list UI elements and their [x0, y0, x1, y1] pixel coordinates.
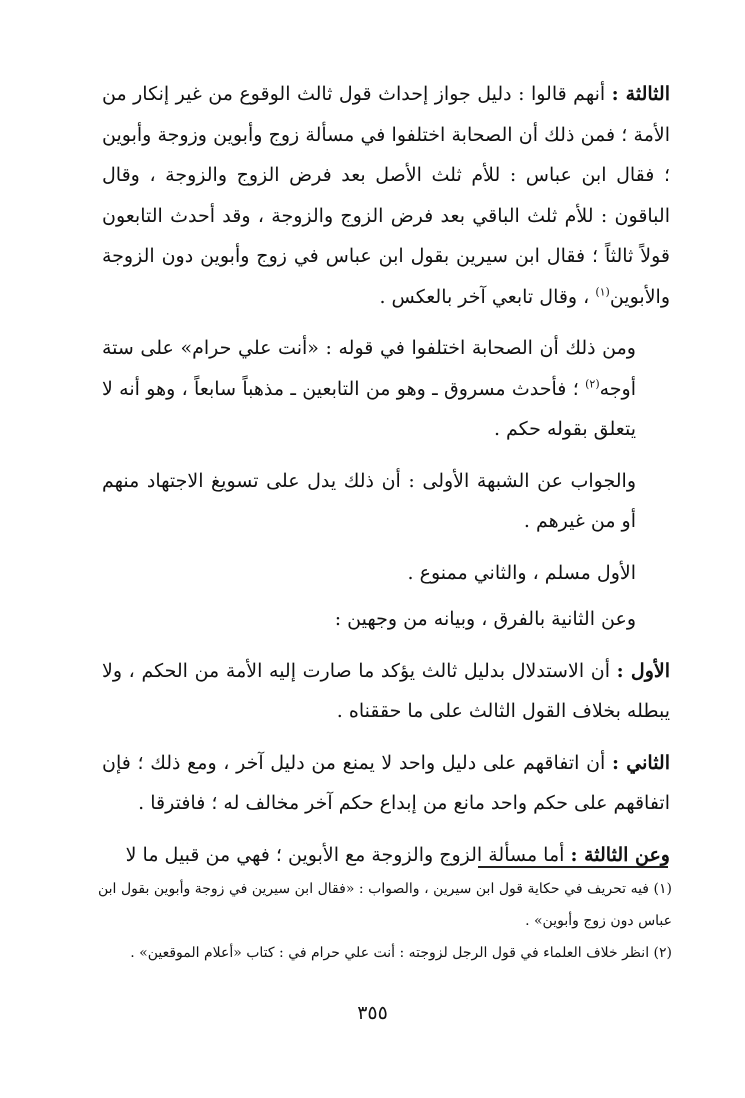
paragraph-heading: الثالثة : [611, 83, 670, 105]
paragraph-text: أنهم قالوا : دليل جواز إحداث قول ثالث الوقوع من غير إنكار من الأمة ؛ فمن ذلك أن الصحابة اختلفوا في مسألة زوج وأبوين وزوجة وأبوين ؛ فقال ابن عباس : للأم ثلث الأصل بعد فرض الزوج والزوجة ، وقال الباقون : للأم ثلث الباقي بعد فرض الزوج والزوجة ، وقد أحدث التابعون قولاً ثالثاً ؛ فقال ابن سيرين بقول ابن عباس في زوج وأبوين دون الزوجة والأبوين [102, 83, 670, 308]
paragraph-heading: الثاني : [612, 751, 670, 774]
paragraph-text: ؛ فأحدث مسروق ـ وهو من التابعين ـ مذهباً سابعاً ، وهو أنه لا يتعلق بقوله حكم . [102, 377, 636, 440]
paragraph-heading: وعن الثالثة : [570, 843, 670, 866]
paragraph-heading: الأول : [616, 659, 670, 682]
footnote-2: (٢) انظر خلاف العلماء في قول الرجل لزوجته : أنت علي حرام في : كتاب «أعلام الموقعين» . [130, 945, 672, 961]
footnotes [98, 873, 672, 969]
paragraph-companions-example [102, 328, 670, 450]
paragraph-answer-second [102, 599, 670, 640]
paragraph-text: الأول مسلم ، والثاني ممنوع . [407, 561, 636, 584]
footnote-ref-1[interactable]: (١) [595, 285, 610, 299]
paragraph-text: وعن الثانية بالفرق ، وبيانه من وجهين : [334, 608, 636, 630]
paragraph-text: أما مسألة الزوج والزوجة مع الأبوين ؛ فهي من قبيل ما لا [125, 843, 571, 866]
paragraph-first-accepted [102, 553, 670, 594]
paragraph-second-reason [102, 743, 670, 824]
footnote-divider [478, 866, 668, 868]
paragraph-text: أن الاستدلال بدليل ثالث يؤكد ما صارت إليه الأمة من الحكم ، ولا يبطله بخلاف القول الثالث على ما حققناه . [102, 659, 670, 722]
paragraph-answer-first [102, 461, 670, 542]
paragraph-answer-third [102, 835, 670, 876]
paragraph-text: أن اتفاقهم على دليل واحد لا يمنع من دليل آخر ، ومع ذلك ؛ فإن اتفاقهم على حكم واحد مانع من إبداع حكم آخر مخالف له ؛ فافترقا . [102, 751, 670, 814]
paragraph-text: ومن ذلك أن الصحابة اختلفوا في قوله : «أنت علي حرام» على ستة أوجه [102, 337, 636, 400]
main-text [102, 74, 670, 886]
footnote-ref-2[interactable]: (٢) [585, 377, 600, 391]
paragraph-text: والجواب عن الشبهة الأولى : أن ذلك يدل على تسويغ الاجتهاد منهم أو من غيرهم . [102, 469, 636, 532]
paragraph-first-reason [102, 651, 670, 732]
paragraph-third-objection [102, 74, 670, 317]
page-number: ٣٥٥ [357, 1002, 388, 1024]
paragraph-text: ، وقال تابعي آخر بالعكس . [379, 285, 596, 308]
footnote-1: (١) فيه تحريف في حكاية قول ابن سيرين ، والصواب : «فقال ابن سيرين في زوجة وأبوين بقول ابن عباس دون زوج وأبوين» . [98, 881, 672, 929]
